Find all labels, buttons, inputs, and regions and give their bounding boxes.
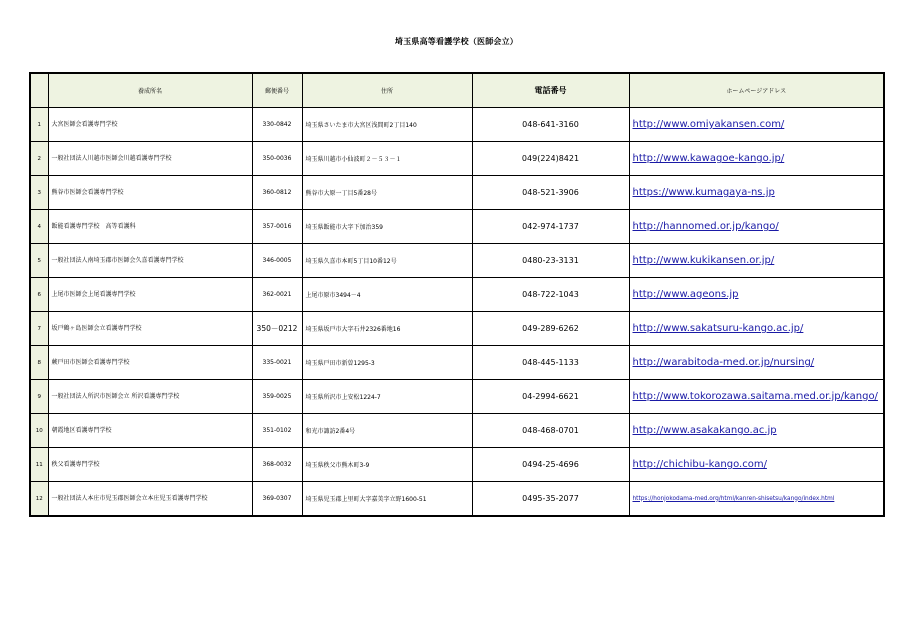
postal-code: 359-0025 — [252, 380, 302, 414]
phone-number: 049(224)8421 — [472, 142, 629, 176]
postal-code: 369-0307 — [252, 482, 302, 517]
table-row — [30, 210, 884, 244]
homepage-link[interactable]: http://warabitoda-med.or.jp/nursing/ — [632, 357, 815, 368]
homepage-link[interactable]: http://www.kukikansen.or.jp/ — [632, 255, 775, 266]
postal-code: 350-0036 — [252, 142, 302, 176]
school-name: 上尾市医師会上尾看護専門学校 — [48, 278, 252, 312]
table-row — [30, 448, 884, 482]
phone-number: 0480-23-3131 — [472, 244, 629, 278]
row-number: 2 — [30, 142, 48, 176]
homepage-link[interactable]: http://chichibu-kango.com/ — [632, 459, 767, 470]
school-name: 一般社団法人川越市医師会川越看護専門学校 — [48, 142, 252, 176]
header-phone: 電話番号 — [472, 73, 629, 108]
row-number: 12 — [30, 482, 48, 517]
homepage-link[interactable]: http://www.asakakango.ac.jp — [632, 425, 777, 436]
phone-number: 04-2994-6621 — [472, 380, 629, 414]
homepage-link[interactable]: http://www.ageons.jp — [632, 289, 739, 300]
header-postal: 郵便番号 — [252, 73, 302, 108]
table-row — [30, 380, 884, 414]
page-title: 埼玉県高等看護学校（医師会立） — [395, 37, 518, 46]
address: 埼玉県秩父市熊木町3-9 — [302, 448, 472, 482]
phone-number: 048-722-1043 — [472, 278, 629, 312]
postal-code: 335-0021 — [252, 346, 302, 380]
phone-number: 049-289-6262 — [472, 312, 629, 346]
address: 熊谷市大原一丁目5番28号 — [302, 176, 472, 210]
phone-number: 048-468-0701 — [472, 414, 629, 448]
address: 埼玉県坂戸市大字石井2326番地16 — [302, 312, 472, 346]
phone-number: 048-521-3906 — [472, 176, 629, 210]
school-table — [29, 72, 885, 517]
table-row — [30, 176, 884, 210]
header-number — [30, 73, 48, 108]
row-number: 5 — [30, 244, 48, 278]
school-name: 坂戸鶴ヶ島医師会立看護専門学校 — [48, 312, 252, 346]
postal-code: 351-0102 — [252, 414, 302, 448]
postal-code: 350－0212 — [252, 312, 302, 346]
school-name: 朝霞地区看護専門学校 — [48, 414, 252, 448]
table-row — [30, 346, 884, 380]
address: 和光市諏訪2番4号 — [302, 414, 472, 448]
postal-code: 360-0812 — [252, 176, 302, 210]
postal-code: 368-0032 — [252, 448, 302, 482]
row-number: 10 — [30, 414, 48, 448]
homepage-link[interactable]: http://www.tokorozawa.saitama.med.or.jp/kango/ — [632, 391, 878, 402]
school-name: 飯能看護専門学校 高等看護科 — [48, 210, 252, 244]
header-address: 住所 — [302, 73, 472, 108]
postal-code: 357-0016 — [252, 210, 302, 244]
address: 埼玉県児玉郡上里町大字嘉美字立野1600-51 — [302, 482, 472, 517]
row-number: 4 — [30, 210, 48, 244]
school-name: 秩父看護専門学校 — [48, 448, 252, 482]
school-name: 一般社団法人本庄市児玉郡医師会立本庄児玉看護専門学校 — [48, 482, 252, 517]
address: 埼玉県さいたま市大宮区浅間町2丁目140 — [302, 108, 472, 142]
address: 上尾市原市3494－4 — [302, 278, 472, 312]
postal-code: 362-0021 — [252, 278, 302, 312]
address: 埼玉県戸田市新曽1295-3 — [302, 346, 472, 380]
school-name: 一般社団法人所沢市医師会立 所沢看護専門学校 — [48, 380, 252, 414]
school-name: 熊谷市医師会看護専門学校 — [48, 176, 252, 210]
row-number: 6 — [30, 278, 48, 312]
school-name: 蕨戸田市医師会看護専門学校 — [48, 346, 252, 380]
table-row — [30, 244, 884, 278]
row-number: 3 — [30, 176, 48, 210]
address: 埼玉県所沢市上安松1224-7 — [302, 380, 472, 414]
address: 埼玉県久喜市本町5丁目10番12号 — [302, 244, 472, 278]
postal-code: 346-0005 — [252, 244, 302, 278]
table-row — [30, 108, 884, 142]
row-number: 1 — [30, 108, 48, 142]
homepage-link[interactable]: https://honjokodama-med.org/html/kanren-shisetsu/kango/index.html — [632, 495, 835, 502]
address: 埼玉県飯能市大字下加治359 — [302, 210, 472, 244]
row-number: 7 — [30, 312, 48, 346]
homepage-link[interactable]: http://www.kawagoe-kango.jp/ — [632, 153, 785, 164]
table-row — [30, 482, 884, 517]
phone-number: 042-974-1737 — [472, 210, 629, 244]
homepage-link[interactable]: http://hannomed.or.jp/kango/ — [632, 221, 779, 232]
homepage-link[interactable]: http://www.omiyakansen.com/ — [632, 119, 785, 130]
homepage-link[interactable]: https://www.kumagaya-ns.jp — [632, 187, 775, 198]
phone-number: 048-641-3160 — [472, 108, 629, 142]
table-row — [30, 312, 884, 346]
row-number: 8 — [30, 346, 48, 380]
phone-number: 0494-25-4696 — [472, 448, 629, 482]
phone-number: 0495-35-2077 — [472, 482, 629, 517]
phone-number: 048-445-1133 — [472, 346, 629, 380]
homepage-link[interactable]: http://www.sakatsuru-kango.ac.jp/ — [632, 323, 804, 334]
school-name: 大宮医師会看護専門学校 — [48, 108, 252, 142]
header-url: ホームページアドレス — [629, 73, 884, 108]
table-row — [30, 278, 884, 312]
postal-code: 330-0842 — [252, 108, 302, 142]
table-row — [30, 142, 884, 176]
header-name: 養成所名 — [48, 73, 252, 108]
table-row — [30, 414, 884, 448]
school-name: 一般社団法人南埼玉郡市医師会久喜看護専門学校 — [48, 244, 252, 278]
address: 埼玉県川越市小仙波町２－５３－１ — [302, 142, 472, 176]
row-number: 11 — [30, 448, 48, 482]
table-header-row — [30, 73, 884, 108]
row-number: 9 — [30, 380, 48, 414]
